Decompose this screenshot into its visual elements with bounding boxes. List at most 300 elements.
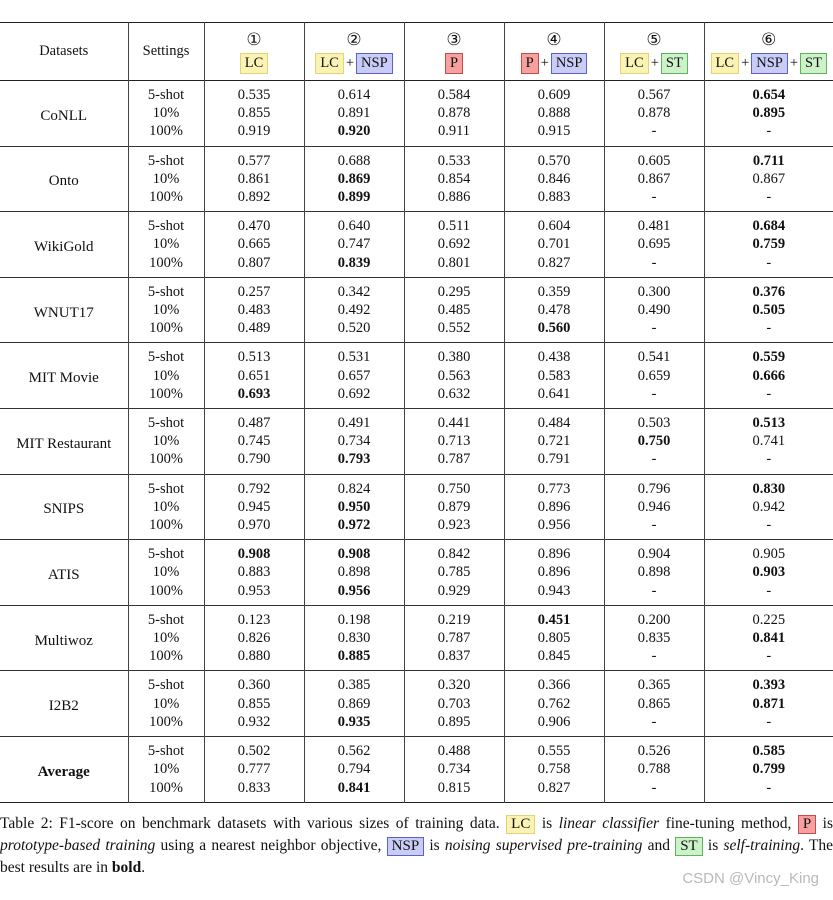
score-cell: 0.257 [204,277,304,301]
setting-cell: 10% [128,235,204,253]
score-cell: 0.604 [504,212,604,236]
lc-chip: LC [240,53,269,74]
setting-cell: 100% [128,122,204,146]
setting-cell: 5-shot [128,737,204,761]
setting-cell: 5-shot [128,474,204,498]
score-cell: 0.945 [204,498,304,516]
settings-header: Settings [128,23,204,81]
table-row [0,81,833,105]
score-cell: 0.792 [204,474,304,498]
method-header-4 [504,23,604,81]
method-header-3 [404,23,504,81]
score-cell: 0.651 [204,367,304,385]
score-cell: 0.867 [752,170,786,187]
table-header [0,23,833,81]
score-cell: 0.896 [504,563,604,581]
score-cell: 0.491 [304,409,404,433]
score-cell: 0.198 [304,605,404,629]
score-cell: 0.895 [752,105,786,122]
score-cell: 0.585 [752,743,786,760]
score-cell: 0.898 [604,563,704,581]
score-cell: 0.584 [404,81,504,105]
score-cell: 0.552 [404,319,504,343]
method-combo [240,53,269,74]
score-cell: 0.609 [504,81,604,105]
score-cell: 0.861 [204,170,304,188]
score-cell: 0.695 [604,235,704,253]
score-cell: 0.796 [604,474,704,498]
method-number: ③ [446,29,462,49]
score-cell: - [766,713,772,730]
setting-cell: 100% [128,582,204,606]
caption-bold-word: bold [111,859,142,876]
dataset-name: I2B2 [48,698,79,715]
score-cell: 0.867 [604,170,704,188]
method-number: ① [246,29,262,49]
score-cell: 0.758 [504,760,604,778]
score-cell: 0.790 [204,450,304,474]
nsp-chip: NSP [356,53,393,74]
score-cell: 0.632 [404,385,504,409]
dataset-name: CoNLL [40,107,88,124]
header-row [0,23,833,81]
score-cell: 0.855 [204,695,304,713]
dataset-name: SNIPS [43,501,85,518]
score-cell: - [604,319,704,343]
score-cell: - [766,254,772,271]
caption-term: self-training [723,837,801,854]
score-cell: 0.483 [204,301,304,319]
lc-chip: LC [506,815,535,834]
caption-text: is [816,815,833,832]
score-cell: 0.342 [304,277,404,301]
score-cell: - [766,189,772,206]
datasets-header: Datasets [39,43,89,59]
caption-text: Table 2: F1-score on benchmark datasets with various sizes of training data. [0,815,500,832]
score-cell: - [766,779,772,796]
dataset-group [0,81,833,147]
score-cell: 0.376 [752,283,786,300]
score-cell: 0.878 [404,104,504,122]
score-cell: 0.470 [204,212,304,236]
score-cell: 0.919 [204,122,304,146]
score-cell: 0.560 [504,319,604,343]
dataset-name: MIT Movie [28,370,99,387]
score-cell: 0.886 [404,188,504,212]
score-cell: - [604,254,704,278]
score-cell: 0.830 [752,480,786,497]
score-cell: 0.380 [404,343,504,367]
method-number: ② [346,29,362,49]
plus-sign: + [741,54,750,71]
method-number: ⑥ [761,29,777,49]
score-cell: 0.908 [204,540,304,564]
table-row [0,343,833,367]
plus-sign: + [650,54,659,71]
setting-cell: 10% [128,367,204,385]
score-cell: 0.492 [304,301,404,319]
dataset-name: Onto [48,173,79,190]
setting-cell: 10% [128,695,204,713]
setting-cell: 10% [128,498,204,516]
score-cell: 0.824 [304,474,404,498]
score-cell: 0.791 [504,450,604,474]
score-cell: 0.692 [404,235,504,253]
score-cell: 0.898 [304,563,404,581]
score-cell: 0.785 [404,563,504,581]
score-cell: 0.807 [204,254,304,278]
st-chip: ST [675,837,703,856]
dataset-name: Average [37,763,90,780]
score-cell: 0.502 [204,737,304,761]
score-cell: 0.484 [504,409,604,433]
score-cell: 0.478 [504,301,604,319]
score-cell: 0.885 [304,647,404,671]
score-cell: 0.787 [404,629,504,647]
score-cell: 0.489 [204,319,304,343]
score-cell: - [604,385,704,409]
score-cell: 0.845 [504,647,604,671]
score-cell: - [604,582,704,606]
score-cell: 0.692 [304,385,404,409]
score-cell: 0.908 [304,540,404,564]
score-cell: 0.747 [304,235,404,253]
score-cell: 0.570 [504,146,604,170]
method-combo [711,53,827,74]
score-cell: 0.787 [404,450,504,474]
dataset-group [0,605,833,671]
score-cell: 0.869 [304,695,404,713]
setting-cell: 100% [128,647,204,671]
setting-cell: 5-shot [128,671,204,695]
method-header-1 [204,23,304,81]
score-cell: 0.879 [404,498,504,516]
caption-text: and [642,837,676,854]
score-cell: 0.915 [504,122,604,146]
setting-cell: 100% [128,254,204,278]
score-cell: - [766,648,772,665]
table-row [0,605,833,629]
score-cell: 0.641 [504,385,604,409]
st-chip: ST [661,53,688,74]
score-cell: 0.365 [604,671,704,695]
score-cell: 0.953 [204,582,304,606]
score-cell: 0.605 [604,146,704,170]
score-cell: 0.842 [404,540,504,564]
score-cell: 0.225 [752,611,786,628]
score-cell: 0.533 [404,146,504,170]
score-cell: 0.943 [504,582,604,606]
score-cell: 0.846 [504,170,604,188]
score-cell: 0.911 [404,122,504,146]
score-cell: 0.762 [504,695,604,713]
score-cell: 0.559 [752,349,786,366]
score-cell: 0.562 [304,737,404,761]
score-cell: 0.713 [404,432,504,450]
score-cell: 0.295 [404,277,504,301]
score-cell: 0.899 [304,188,404,212]
setting-cell: 5-shot [128,540,204,564]
score-cell: 0.750 [404,474,504,498]
score-cell: - [766,320,772,337]
score-cell: 0.438 [504,343,604,367]
score-cell: 0.513 [752,415,786,432]
score-cell: 0.481 [604,212,704,236]
score-cell: 0.659 [604,367,704,385]
setting-cell: 5-shot [128,146,204,170]
score-cell: 0.393 [752,677,786,694]
score-cell: 0.794 [304,760,404,778]
score-cell: 0.835 [604,629,704,647]
table-row [0,540,833,564]
score-cell: 0.531 [304,343,404,367]
score-cell: 0.734 [404,760,504,778]
score-cell: 0.385 [304,671,404,695]
table-row [0,277,833,301]
setting-cell: 10% [128,432,204,450]
score-cell: - [604,516,704,540]
score-cell: 0.777 [204,760,304,778]
score-cell: 0.485 [404,301,504,319]
score-cell: - [604,122,704,146]
dataset-group [0,540,833,606]
setting-cell: 5-shot [128,212,204,236]
score-cell: 0.839 [304,254,404,278]
method-header-6 [704,23,833,81]
score-cell: - [766,582,772,599]
score-cell: 0.773 [504,474,604,498]
score-cell: 0.520 [304,319,404,343]
table-row [0,409,833,433]
score-cell: 0.526 [604,737,704,761]
score-cell: 0.511 [404,212,504,236]
score-cell: - [766,385,772,402]
score-cell: 0.684 [752,218,786,235]
score-cell: 0.855 [204,104,304,122]
setting-cell: 5-shot [128,81,204,105]
score-cell: 0.826 [204,629,304,647]
score-cell: 0.833 [204,779,304,803]
score-cell: 0.841 [752,630,786,647]
score-cell: 0.745 [204,432,304,450]
score-cell: 0.805 [504,629,604,647]
dataset-group [0,343,833,409]
score-cell: 0.300 [604,277,704,301]
score-cell: 0.895 [404,713,504,737]
score-cell: 0.490 [604,301,704,319]
nsp-chip: NSP [387,837,425,856]
score-cell: 0.837 [404,647,504,671]
score-cell: 0.904 [604,540,704,564]
score-cell: 0.359 [504,277,604,301]
caption-text: . The best results are in [0,837,833,876]
score-cell: 0.891 [304,104,404,122]
setting-cell: 100% [128,188,204,212]
score-cell: 0.741 [752,433,786,450]
setting-cell: 5-shot [128,277,204,301]
score-cell: 0.734 [304,432,404,450]
caption-term: linear classifier [558,815,660,832]
p-chip: P [521,53,539,74]
score-cell: 0.956 [304,582,404,606]
plus-sign: + [540,54,549,71]
method-combo [521,53,588,74]
score-cell: 0.970 [204,516,304,540]
method-header-2 [304,23,404,81]
dataset-name: ATIS [47,566,80,583]
setting-cell: 5-shot [128,605,204,629]
score-cell: 0.878 [604,104,704,122]
score-cell: 0.827 [504,254,604,278]
table-row [0,474,833,498]
setting-cell: 5-shot [128,343,204,367]
dataset-group [0,212,833,278]
score-cell: 0.827 [504,779,604,803]
score-cell: 0.841 [304,779,404,803]
score-cell: - [604,647,704,671]
watermark: CSDN @Vincy_King [682,870,819,887]
score-cell: 0.513 [204,343,304,367]
setting-cell: 100% [128,450,204,474]
score-cell: 0.488 [404,737,504,761]
score-cell: 0.896 [504,540,604,564]
score-cell: 0.503 [604,409,704,433]
score-cell: - [766,451,772,468]
score-cell: 0.903 [752,564,786,581]
setting-cell: 10% [128,563,204,581]
score-cell: 0.972 [304,516,404,540]
score-cell: 0.869 [304,170,404,188]
caption-text: . [141,859,146,876]
score-cell: - [604,450,704,474]
table-row [0,737,833,761]
score-cell: 0.905 [752,546,786,563]
score-cell: 0.950 [304,498,404,516]
score-cell: 0.956 [504,516,604,540]
method-combo [620,53,688,74]
lc-chip: LC [711,53,740,74]
setting-cell: 100% [128,713,204,737]
nsp-chip: NSP [551,53,588,74]
method-number: ⑤ [646,29,662,49]
caption-text: is [424,837,445,854]
dataset-name: WNUT17 [33,304,94,321]
caption-text: fine-tuning method, [659,815,798,832]
score-cell: 0.721 [504,432,604,450]
score-cell: 0.942 [752,498,786,515]
score-cell: 0.854 [404,170,504,188]
score-cell: 0.583 [504,367,604,385]
score-cell: 0.888 [504,104,604,122]
score-cell: 0.541 [604,343,704,367]
setting-cell: 10% [128,301,204,319]
score-cell: - [604,713,704,737]
setting-cell: 100% [128,779,204,803]
score-cell: 0.871 [752,695,786,712]
score-cell: 0.880 [204,647,304,671]
score-cell: 0.932 [204,713,304,737]
score-cell: 0.946 [604,498,704,516]
dataset-group [0,474,833,540]
setting-cell: 10% [128,170,204,188]
score-cell: 0.923 [404,516,504,540]
score-cell: 0.688 [304,146,404,170]
table-row [0,212,833,236]
score-cell: 0.701 [504,235,604,253]
score-cell: 0.640 [304,212,404,236]
score-cell: 0.563 [404,367,504,385]
score-cell: 0.935 [304,713,404,737]
score-cell: 0.929 [404,582,504,606]
score-cell: 0.830 [304,629,404,647]
method-header-5 [604,23,704,81]
score-cell: 0.360 [204,671,304,695]
lc-chip: LC [315,53,344,74]
score-cell: 0.451 [504,605,604,629]
score-cell: 0.577 [204,146,304,170]
nsp-chip: NSP [751,53,788,74]
score-cell: 0.788 [604,760,704,778]
score-cell: 0.654 [752,87,786,103]
score-cell: 0.366 [504,671,604,695]
dataset-group [0,409,833,475]
plus-sign: + [345,54,355,71]
score-cell: 0.320 [404,671,504,695]
setting-cell: 10% [128,104,204,122]
setting-cell: 100% [128,319,204,343]
dataset-group [0,671,833,737]
score-cell: 0.441 [404,409,504,433]
setting-cell: 5-shot [128,409,204,433]
score-cell: 0.801 [404,254,504,278]
score-cell: 0.200 [604,605,704,629]
method-combo [315,53,392,74]
score-cell: 0.750 [604,432,704,450]
score-cell: 0.883 [504,188,604,212]
setting-cell: 10% [128,629,204,647]
caption-term: noising supervised pre-training [444,837,643,854]
score-cell: - [766,123,772,140]
score-cell: - [766,517,772,534]
dataset-name: Multiwoz [34,632,93,649]
score-cell: - [604,188,704,212]
score-cell: 0.535 [204,81,304,105]
score-cell: 0.793 [304,450,404,474]
p-chip: P [798,815,816,834]
plus-sign: + [789,54,799,71]
p-chip: P [445,53,463,74]
score-cell: 0.883 [204,563,304,581]
score-cell: 0.693 [204,385,304,409]
score-cell: 0.567 [604,81,704,105]
setting-cell: 10% [128,760,204,778]
score-cell: 0.123 [204,605,304,629]
table-row [0,671,833,695]
lc-chip: LC [620,53,649,74]
score-cell: 0.799 [752,761,786,778]
score-cell: 0.505 [752,302,786,319]
results-table [0,22,833,803]
score-cell: 0.665 [204,235,304,253]
score-cell: - [604,779,704,803]
dataset-name: MIT Restaurant [16,435,112,452]
score-cell: 0.614 [304,81,404,105]
score-cell: 0.892 [204,188,304,212]
dataset-group [0,277,833,343]
score-cell: 0.906 [504,713,604,737]
score-cell: 0.865 [604,695,704,713]
method-number: ④ [546,29,562,49]
